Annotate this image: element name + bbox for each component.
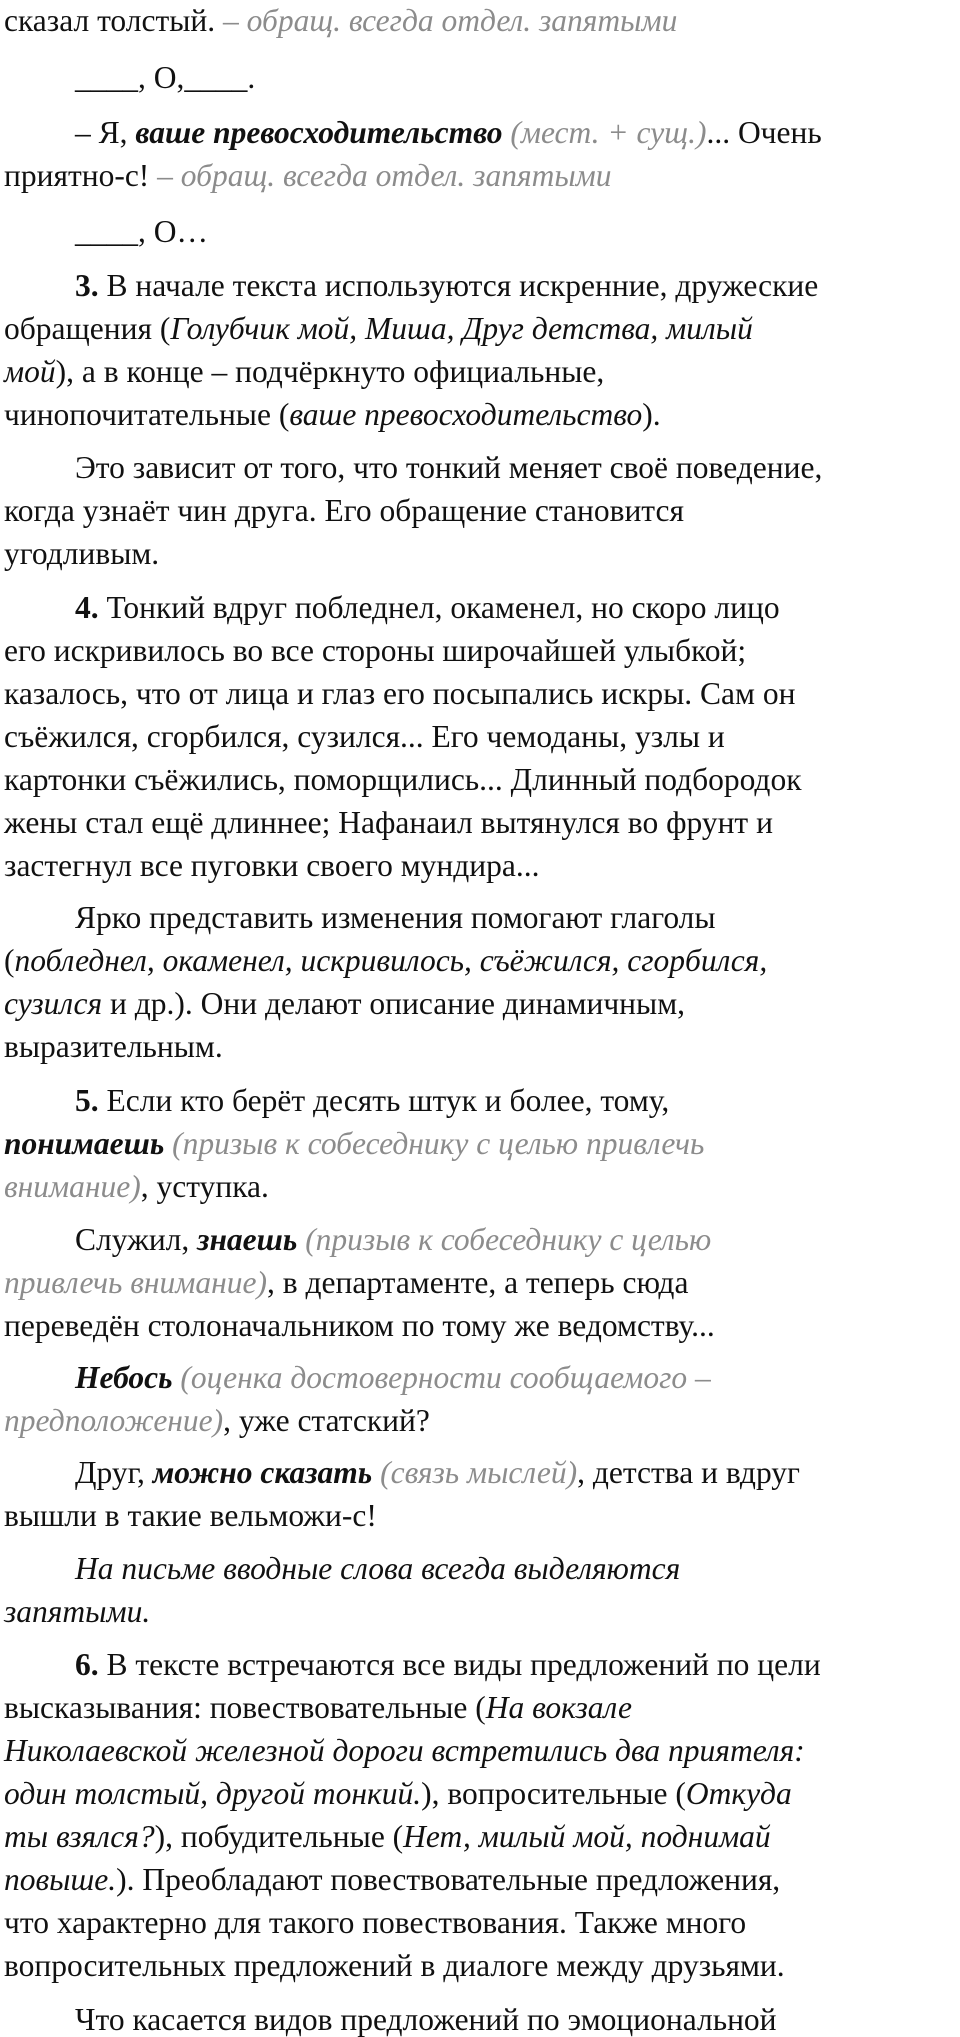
text-segment: – обращ. всегда отдел. запятыми (157, 158, 612, 193)
text-segment: приятно-с! (4, 158, 158, 193)
text-segment: вопросительных предложений в диалоге между друзьями. (4, 1948, 785, 1983)
text-line (4, 1735, 805, 1767)
text-segment: ваше превосходительство (135, 115, 503, 150)
text-segment: ____, О… (75, 214, 208, 249)
text-line (4, 764, 802, 796)
text-segment: запятыми. (4, 1594, 151, 1629)
text-segment: Что касается видов предложений по эмоциональной (75, 2002, 777, 2037)
text-line (4, 495, 684, 527)
text-segment: чинопочитательные ( (4, 397, 290, 432)
text-segment (164, 1126, 172, 1161)
text-segment: привлечь внимание) (4, 1265, 267, 1300)
text-segment: жены стал ещё длиннее; Нафанаил вытянулся во фрунт и (4, 805, 773, 840)
text-line (75, 1224, 711, 1256)
text-segment: Если кто берёт десять штук и более, тому, (98, 1083, 670, 1118)
text-segment: Друг, (75, 1455, 153, 1490)
text-segment: , детства и вдруг (577, 1455, 800, 1490)
text-segment: ( (4, 943, 15, 978)
text-segment: Николаевской железной дороги встретились два приятеля: (4, 1733, 805, 1768)
text-line (75, 452, 822, 484)
text-segment: (призыв к собеседнику с целью привлечь (172, 1126, 705, 1161)
text-line (4, 399, 661, 431)
text-line (75, 216, 208, 248)
text-line (4, 1310, 715, 1342)
text-segment: – Я, (75, 115, 136, 150)
text-line (4, 1405, 430, 1437)
text-segment: , в департаменте, а теперь сюда (267, 1265, 689, 1300)
text-segment: – обращ. всегда отдел. запятыми (223, 3, 678, 38)
text-line (4, 988, 685, 1020)
text-segment: Тонкий вдруг побледнел, окаменел, но скоро лицо (98, 590, 780, 625)
text-line (75, 1362, 711, 1394)
text-segment: Служил, (75, 1222, 198, 1257)
text-segment (297, 1222, 305, 1257)
text-segment: На вокзале (485, 1690, 632, 1725)
text-line (4, 945, 767, 977)
text-segment: ____, О,____. (75, 60, 256, 95)
text-line (4, 5, 677, 37)
text-segment: Голубчик мой, Миша, Друг детства, милый (170, 311, 753, 346)
text-line (75, 270, 818, 302)
text-segment: , уже статский? (223, 1403, 430, 1438)
text-segment: (оценка достоверности сообщаемого – (180, 1360, 711, 1395)
text-segment: Это зависит от того, что тонкий меняет своё поведение, (75, 450, 823, 485)
text-segment: выразительным. (4, 1029, 223, 1064)
text-segment: застегнул все пуговки своего мундира... (4, 848, 540, 883)
text-segment: угодливым. (4, 536, 160, 571)
text-segment: обращения ( (4, 311, 171, 346)
text-line (4, 1171, 269, 1203)
text-segment: вышли в такие вельможи-с! (4, 1498, 377, 1533)
text-line (4, 635, 746, 667)
text-line (75, 902, 716, 934)
text-line (4, 678, 795, 710)
text-line (4, 1950, 785, 1982)
text-line (4, 313, 753, 345)
text-segment: что характерно для такого повествования. Также много (4, 1905, 747, 1940)
text-line (4, 1267, 688, 1299)
text-line (4, 1500, 377, 1532)
text-segment: картонки съёжились, поморщились... Длинный подбородок (4, 762, 802, 797)
text-line (75, 117, 822, 149)
text-segment: мой (4, 354, 56, 389)
text-segment: знаешь (197, 1222, 298, 1257)
text-segment: понимаешь (4, 1126, 165, 1161)
text-line (75, 62, 255, 94)
text-segment: (призыв к собеседнику с целью (305, 1222, 712, 1257)
text-segment: ты взялся? (4, 1819, 155, 1854)
text-segment: его искривилось во все стороны широчайшей улыбкой; (4, 633, 747, 668)
text-segment: 6. (75, 1647, 99, 1682)
text-segment: высказывания: повествовательные ( (4, 1690, 486, 1725)
text-line (75, 1085, 669, 1117)
text-segment: Откуда (685, 1776, 792, 1811)
text-line (4, 1864, 780, 1896)
text-segment: (связь мыслей) (380, 1455, 578, 1490)
text-line (4, 356, 604, 388)
text-line (4, 160, 612, 192)
text-segment: предположение) (4, 1403, 224, 1438)
text-segment: ), а в конце – подчёркнуто официальные, (55, 354, 605, 389)
text-line (4, 850, 540, 882)
text-line (75, 1553, 680, 1585)
text-segment: и др.). Они делают описание динамичным, (102, 986, 685, 1021)
text-segment: один толстый, другой тонкий. (4, 1776, 422, 1811)
text-segment: побледнел, окаменел, искривилось, съёжился, сгорбился, (14, 943, 768, 978)
text-line (4, 1596, 150, 1628)
text-line (4, 1778, 792, 1810)
text-line (4, 1031, 223, 1063)
text-segment: , уступка. (140, 1169, 269, 1204)
text-segment: 3. (75, 268, 99, 303)
text-segment: (мест. + сущ.) (510, 115, 707, 150)
text-line (4, 807, 773, 839)
text-line (4, 538, 159, 570)
text-segment: сказал толстый. (4, 3, 224, 38)
text-line (4, 1692, 632, 1724)
text-segment: сузился (4, 986, 103, 1021)
text-line (75, 592, 780, 624)
text-line (4, 1128, 704, 1160)
text-segment: съёжился, сгорбился, сузился... Его чемоданы, узлы и (4, 719, 725, 754)
text-segment: ваше превосходительство (289, 397, 643, 432)
text-segment (372, 1455, 380, 1490)
text-segment: ), вопросительные ( (421, 1776, 686, 1811)
text-segment: переведён столоначальником по тому же ведомству... (4, 1308, 715, 1343)
text-segment: 5. (75, 1083, 99, 1118)
text-line (4, 1821, 771, 1853)
text-segment: повыше. (4, 1862, 117, 1897)
text-segment: казалось, что от лица и глаз его посыпались искры. Сам он (4, 676, 796, 711)
text-segment: На письме вводные слова всегда выделяются (75, 1551, 681, 1586)
text-segment: ). (642, 397, 661, 432)
text-line (75, 1649, 821, 1681)
text-line (75, 1457, 800, 1489)
text-segment: ), побудительные ( (154, 1819, 404, 1854)
text-line (75, 2004, 777, 2036)
text-line (4, 721, 725, 753)
text-segment: ... Очень (706, 115, 822, 150)
text-segment: ). Преобладают повествовательные предложения, (116, 1862, 781, 1897)
text-segment: когда узнаёт чин друга. Его обращение становится (4, 493, 684, 528)
text-segment: В начале текста используются искренние, дружеские (98, 268, 819, 303)
text-segment: можно сказать (152, 1455, 373, 1490)
text-segment: Нет, милый мой, поднимай (403, 1819, 771, 1854)
text-segment: 4. (75, 590, 99, 625)
text-segment: В тексте встречаются все виды предложений по цели (98, 1647, 821, 1682)
text-segment: Небось (75, 1360, 173, 1395)
text-segment: Ярко представить изменения помогают глаголы (75, 900, 716, 935)
text-line (4, 1907, 746, 1939)
text-segment: внимание) (4, 1169, 141, 1204)
